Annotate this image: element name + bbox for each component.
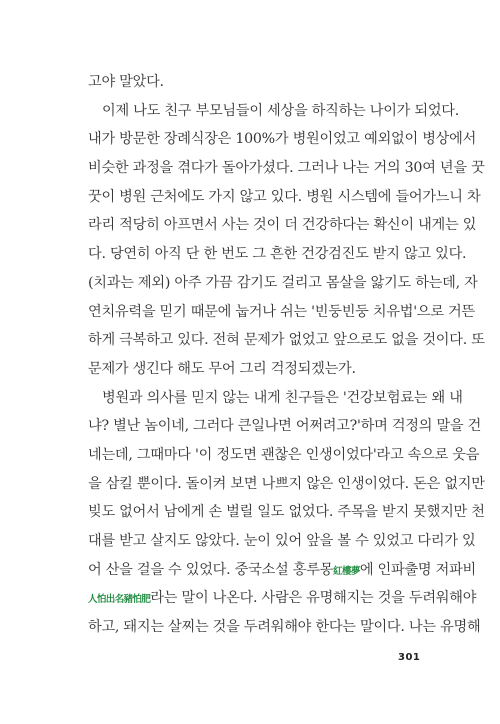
text-line: 하게 극복하고 있다. 전혀 문제가 없었고 앞으로도 없을 것이다. 또 [88, 332, 485, 349]
text-line: 대를 받고 살지도 않았다. 눈이 있어 앞을 볼 수 있었고 다리가 있 [88, 533, 476, 549]
text-line: 을 삼킬 뿐이다. 돌이켜 보면 나쁘지 않은 인생이었다. 돈은 없지만 [88, 475, 485, 492]
text-line: 문제가 생긴다 해도 무어 그리 걱정되겠는가. [88, 360, 356, 377]
text-line [88, 584, 477, 613]
text-line: 네는데, 그때마다 '이 정도면 괜찮은 인생이었다'라고 속으로 웃음 [88, 446, 480, 463]
text-segment: 에 인파출명 저파비 [359, 561, 476, 578]
text-line: 연치유력을 믿기 때문에 눕거나 쉬는 '빈둥빈둥 치유법'으로 거뜬 [88, 303, 475, 320]
text-line: 라리 적당히 아프면서 사는 것이 더 건강하다는 확신이 내게는 있 [88, 217, 477, 234]
text-segment: 라는 말이 나온다. 사람은 유명해지는 것을 두려워해야 [150, 590, 477, 607]
text-line: 냐? 별난 놈이네, 그러다 큰일나면 어쩌려고?'하며 걱정의 말을 건 [88, 418, 482, 435]
text-line: 하고, 돼지는 살찌는 것을 두려워해야 한다는 말이다. 나는 유명해 [88, 619, 481, 636]
hanja-proverb: 人怕出名豬怕肥 [88, 594, 151, 606]
text-segment: 어 산을 걸을 수 있었다. 중국소설 홍루몽 [88, 561, 334, 578]
text-line: 이제 나도 친구 부모님들이 세상을 하직하는 나이가 되었다. [102, 102, 460, 119]
text-line: 꿋이 병원 근처에도 가지 않고 있다. 병원 시스템에 들어가느니 차 [88, 188, 481, 205]
text-line: 고야 말았다. [88, 74, 164, 90]
page-number: 301 [398, 652, 421, 663]
body-text [88, 68, 485, 642]
text-line: 비슷한 과정을 겪다가 돌아가셨다. 그러나 나는 거의 30여 년을 꿋 [88, 160, 485, 177]
text-line: (치과는 제외) 아주 가끔 감기도 걸리고 몸살을 앓기도 하는데, 자 [88, 274, 478, 291]
text-line: 내가 방문한 장례식장은 100%가 병원이었고 예외없이 병상에서 [88, 131, 477, 148]
text-line [88, 556, 476, 585]
text-line: 병원과 의사를 믿지 않는 내게 친구들은 '건강보험료는 왜 내 [102, 389, 463, 406]
text-line: 빚도 없어서 남에게 손 벌릴 일도 없었다. 주목을 받지 못했지만 천 [88, 504, 485, 521]
text-line: 다. 당연히 아직 단 한 번도 그 흔한 건강검진도 받지 않고 있다. [88, 246, 467, 263]
hanja-novel-title: 紅樓夢 [333, 565, 360, 577]
